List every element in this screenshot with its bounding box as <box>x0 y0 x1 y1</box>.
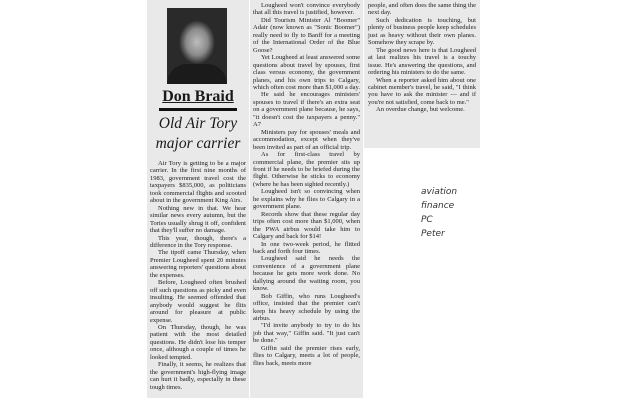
paragraph: Lougheed said he needs the convenience of a government plane because he gets more work done. No dallying around the waiting room, you know. <box>253 255 360 293</box>
paragraph: Giffin said the premier rises early, flies to Calgary, meets a lot of people, flies back, meets more <box>253 344 360 367</box>
byline-rule <box>159 108 237 111</box>
paragraph: As for first-class travel by commercial plane, the premier sits up front if he needs to be briefed during the flight. Otherwise he sticks to economy (where he has been sighted recently.) <box>253 151 360 188</box>
paragraph: "I'd invite anybody to try to do his job that way," Giffin said. "It just can't be done." <box>253 322 360 345</box>
byline: Don Braid <box>162 88 234 105</box>
paragraph: Air Tory is getting to be a major carrier. In the first nine months of 1983, government travel cost the taxpayers $835,000, as politicians took commercial flights and scooted about in the government King Airs. <box>150 160 246 205</box>
paragraph: Before, Lougheed often brushed off such questions as picky and even insulting. He seemed offended that anybody would suggest he flits around for pleasure at public expense. <box>150 279 246 324</box>
paragraph: In one two-week period, he flitted back and forth four times. <box>253 240 360 255</box>
article-text-column-1 <box>150 160 246 391</box>
paragraph: He said he encourages ministers' spouses to travel if there's an extra seat on a government plane because, he says, "it doesn't cost the taxpayers a penny." A7 <box>253 91 360 129</box>
note-line: aviation <box>421 187 458 197</box>
paragraph: On Thursday, though, he was patient with the most detailed questions. He didn't lose his temper once, although a couple of times he looked tempted. <box>150 323 246 361</box>
article-text-column-3 <box>368 2 476 114</box>
paragraph: When a reporter asked him about one cabinet member's travel, he said, "I think you have to ask the minister — and if you're not satisfied, come back to me." <box>368 76 476 106</box>
clipping-column-3 <box>364 0 480 148</box>
paragraph: The tipoff came Thursday, when Premier Lougheed spent 20 minutes answering reporters' questions about the expenses. <box>150 249 246 279</box>
paragraph: Nothing new in that. We hear similar news every autumn, but the Tories usually shrug it off, confident that they'll suffer no damage. <box>150 204 246 235</box>
note-line: finance <box>421 201 455 211</box>
paragraph: Finally, it seems, he realizes that the government's high-flying image can hurt it badly, especially in these tough times. <box>150 361 246 391</box>
paragraph: Did Tourism Minister Al "Boomer" Adair (now known as "Sonic Boomer") really need to fly to Banff for a meeting of the International Order of the Blue Goose? <box>253 16 360 54</box>
paragraph: Yet Lougheed at least answered some questions about travel by spouses, first class versus economy, the government planes, and his own trips to Calgary, which often cost more than $1,000 a day. <box>253 54 360 91</box>
paragraph: An overdue change, but welcome. <box>376 106 465 114</box>
paragraph: This year, though, there's a difference in the Tory response. <box>150 234 246 249</box>
paragraph: The good news here is that Lougheed at last realizes his travel is a touchy issue. He's answering the questions, and ordering his ministers to do the same. <box>368 46 476 77</box>
author-photo <box>167 8 227 84</box>
paragraph: Lougheed won't convince everybody that all this travel is justified, however. <box>253 2 360 17</box>
clipping-column-1 <box>147 0 249 398</box>
paragraph: Records show that these regular day trips often cost more than $1,000, when the PWA airbus would take him to Calgary and back for $14! <box>253 210 360 241</box>
paragraph: Ministers pay for spouses' meals and accommodation, except when they've been invited as part of an official trip. <box>253 128 360 151</box>
clipping-column-2 <box>250 0 363 398</box>
note-line: Peter <box>421 229 445 239</box>
headline: Old Air Tory major carrier <box>155 115 241 152</box>
paragraph: Such dedication is touching, but plenty of business people keep schedules just as heavy without their own planes. Somehow they scrape by. <box>368 16 476 47</box>
paragraph: Bob Giffin, who runs Lougheed's office, insisted that the premier can't keep his heavy schedule by using the airbus. <box>253 292 360 323</box>
paragraph: Lougheed isn't so convincing when he explains why he flies to Calgary in a government plane. <box>253 188 360 211</box>
paragraph: people, and often does the same thing the next day. <box>368 2 476 17</box>
handwritten-notes <box>421 185 457 241</box>
note-line: PC <box>421 215 433 225</box>
article-text-column-2 <box>253 2 360 367</box>
